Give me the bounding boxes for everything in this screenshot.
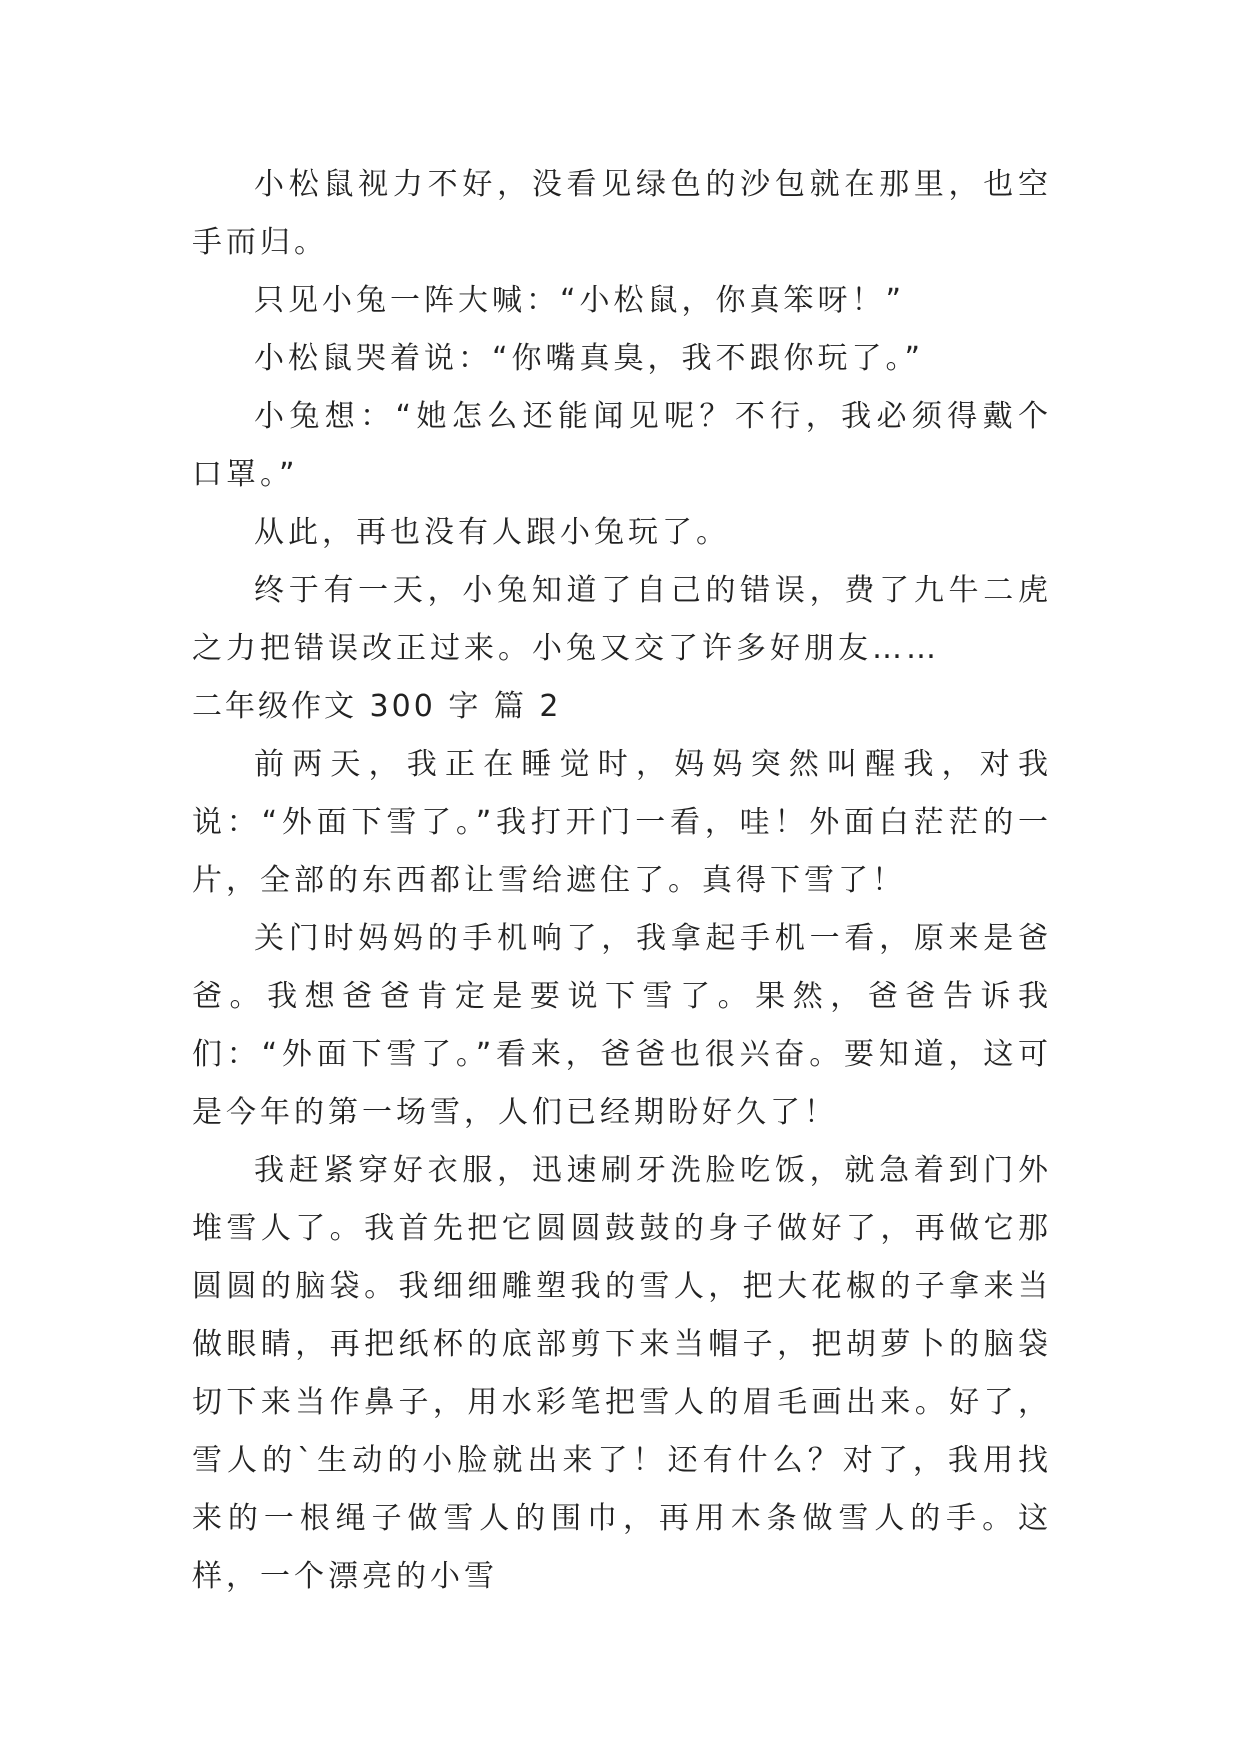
section-heading: 二年级作文 300 字 篇 2 xyxy=(192,689,562,724)
paragraph: 关门时妈妈的手机响了，我拿起手机一看，原来是爸爸。我想爸爸肯定是要说下雪了。果然，爸爸告诉我们：“外面下雪了。”看来，爸爸也很兴奋。要知道，这可是今年的第一场雪，人们已经期盼好久了！ xyxy=(192,921,1052,1130)
paragraph: 前两天，我正在睡觉时，妈妈突然叫醒我，对我说：“外面下雪了。”我打开门一看，哇！外面白茫茫的一片，全部的东西都让雪给遮住了。真得下雪了！ xyxy=(192,747,1052,898)
document-body xyxy=(192,156,1052,1606)
paragraph: 小松鼠哭着说：“你嘴真臭，我不跟你玩了。” xyxy=(254,341,925,376)
paragraph: 终于有一天，小兔知道了自己的错误，费了九牛二虎之力把错误改正过来。小兔又交了许多好朋友…… xyxy=(192,573,1052,666)
paragraph: 只见小兔一阵大喊：“小松鼠，你真笨呀！” xyxy=(254,283,906,318)
paragraph: 我赶紧穿好衣服，迅速刷牙洗脸吃饭，就急着到门外堆雪人了。我首先把它圆圆鼓鼓的身子做好了，再做它那圆圆的脑袋。我细细雕塑我的雪人，把大花椒的子拿来当做眼睛，再把纸杯的底部剪下来当帽子，把胡萝卜的脑袋切下来当作鼻子，用水彩笔把雪人的眉毛画出来。好了，雪人的`生动的小脸就出来了！还有什么？对了，我用找来的一根绳子做雪人的围巾，再用木条做雪人的手。这样，一个漂亮的小雪 xyxy=(192,1153,1052,1594)
paragraph: 小兔想：“她怎么还能闻见呢？不行，我必须得戴个口罩。” xyxy=(192,399,1052,492)
paragraph: 从此，再也没有人跟小兔玩了。 xyxy=(254,515,730,550)
paragraph: 小松鼠视力不好，没看见绿色的沙包就在那里，也空手而归。 xyxy=(192,167,1052,260)
